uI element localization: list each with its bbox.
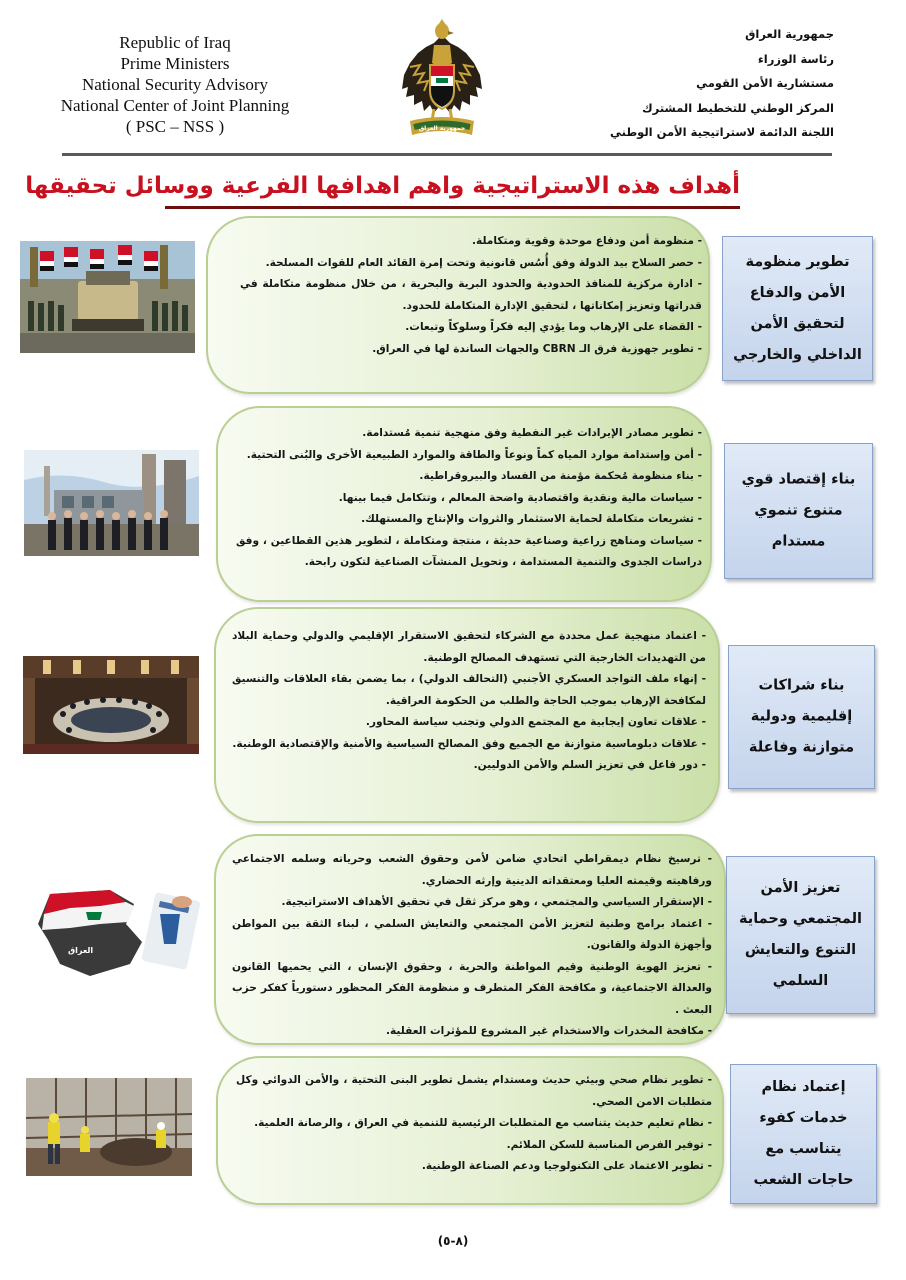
header-ar-country: جمهورية العراق [745, 27, 834, 41]
objective-item: - الإستقرار السياسي والمجتمعي ، وهو مركز ثقل في تحقيق الأهداف الاستراتيجية. [281, 896, 712, 908]
objective-item: - ترسيخ نظام ديمقراطي اتحادي ضامن لأمن وحقوق الشعب وحرياته وسلمه الاجتماعي ورفاهيته وقيمته العليا ومعتقداته الدينية وإرثه الحضاري. [232, 853, 712, 887]
header-line-advisory: National Security Advisory [81, 75, 269, 94]
page-number: (٨-٥) [437, 1234, 469, 1248]
title-underline [165, 206, 740, 209]
objective-item: - تعزيز الهوية الوطنية وقيم المواطنة والحرية ، وحقوق الإنسان ، التي يحميها القانون والعدالة الاجتماعية، و مكافحة الفكر المتطرف و منظومة الفكر المحظور دستورياً كفكر حزب البعث . [232, 960, 712, 1016]
objective-item: - اعتماد برامج وطنية لتعزيز الأمن المجتمعي والتعايش السلمي ، لبناء الثقة بين المواطن وأجهزة الدولة والقانون. [232, 917, 712, 951]
goal-title: تطوير منظومة الأمن والدفاع لتحقيق الأمن الداخلي والخارجي [733, 253, 862, 363]
objective-item: - اعتماد منهجية عمل محددة مع الشركاء لتحقيق الاستقرار الإقليمي والدولي وحماية البلاد من التهديدات الخارجية التي تستهدف المصالح الوطنية. [232, 630, 706, 664]
goal-title: بناء إقتصاد قوي متنوع تنموي مستدام [741, 471, 856, 550]
header-line-center: National Center of Joint Planning [60, 96, 290, 115]
goal-box [724, 443, 873, 579]
arabic-header [564, 22, 834, 145]
objectives-list [236, 423, 702, 574]
objective-item: - سياسات ومناهج زراعية وصناعية حديثة ، منتجة ومتكاملة ، لتطوير هذين القطاعين ، وفق دراسات الجدوى والتنمية المستدامة ، وتحويل المنشآت الصناعية لتكون رابحة. [236, 534, 702, 568]
objectives-list [240, 231, 702, 360]
goal-box [730, 1064, 877, 1204]
objective-item: - سياسات مالية ونقدية واقتصادية واضحة المعالم ، وتتكامل فيما بينها. [338, 491, 702, 504]
objectives-list [232, 626, 706, 777]
construction-site-photo [26, 1078, 192, 1176]
goal-title: إعتماد نظام خدمات كفوء يتناسب مع حاجات الشعب [753, 1079, 854, 1188]
goal-box [728, 645, 875, 789]
objectives-list [232, 849, 712, 1043]
iraq-emblem [396, 17, 488, 145]
header-line-acronym: ( PSC – NSS ) [125, 117, 225, 136]
objectives-list [236, 1070, 712, 1178]
goal-box [722, 236, 873, 381]
english-header [48, 32, 302, 137]
objective-item: - تطوير جهوزية فرق الـ CBRN والجهات الساندة لها في العراق. [372, 342, 702, 355]
header-line-country: Republic of Iraq [119, 33, 231, 52]
header-ar-center: المركز الوطني للتخطيط المشترك [642, 100, 834, 115]
objective-item: - بناء منظومة مُحكمة مؤمنة من الفساد والبيروقراطية. [419, 470, 702, 482]
header-ar-office: رئاسة الوزراء [757, 51, 834, 66]
map-label: العراق [68, 946, 94, 955]
military-parade-photo [20, 241, 195, 353]
objective-item: - علاقات دبلوماسية متوازنة مع الجميع وفق المصالح السياسية والأمنية والإقتصادية الوطنية. [232, 737, 706, 750]
page-title: أهداف هذه الاستراتيجية واهم اهدافها الفرعية ووسائل تحقيقها [25, 173, 740, 199]
objective-item: - إنهاء ملف التواجد العسكري الأجنبي (التحالف الدولي) ، بما يضمن بقاء العلاقات والتنسيق لمكافحة الإرهاب بموجب الحاجة والطلب من الحكومة العراقية. [232, 673, 706, 707]
objective-item: - دور فاعل في تعزيز السلم والأمن الدوليين. [473, 759, 706, 771]
objective-item: - تشريعات متكاملة لحماية الاستثمار والثروات والإنتاج والمستهلك. [361, 513, 702, 525]
industrial-plant-photo [24, 450, 199, 556]
objective-item: - ادارة مركزية للمنافذ الحدودية والحدود البرية والبحرية ، من خلال منظومة متكاملة في قدراتها وتعزيز إمكاناتها ، لتحقيق الإدارة المتكاملة للحدود. [240, 278, 702, 312]
objective-item: - حصر السلاح بيد الدولة وفق أُسُس قانونية وتحت إمرة القائد العام للقوات المسلحة. [265, 256, 702, 269]
objective-item: - مكافحة المخدرات والاستخدام غير المشروع للمؤثرات العقلية. [385, 1025, 712, 1037]
conference-hall-photo [23, 656, 199, 754]
header-line-office: Prime Ministers [120, 54, 230, 73]
goal-title: تعزيز الأمن المجتمعي وحماية التنوع والتعايش السلمي [739, 880, 862, 989]
objective-item: - منظومة أمن ودفاع موحدة وقوية ومتكاملة. [472, 235, 702, 247]
iraq-map-flag-photo [30, 884, 200, 982]
objective-item: - نظام تعليم حديث يتناسب مع المتطلبات الرئيسية للتنمية في العراق ، والرصانة العلمية. [254, 1117, 712, 1129]
objective-item: - تطوير الاعتماد على التكنولوجيا ودعم الصناعة الوطنية. [421, 1160, 712, 1172]
header-divider [62, 153, 832, 156]
emblem-caption: جمهورية العراق [418, 125, 466, 132]
objective-item: - تطوير مصادر الإيرادات غير النفطية وفق منهجية تنمية مُستدامة. [362, 427, 702, 439]
header-ar-committee: اللجنة الدائمة لاستراتيجية الأمن الوطني [609, 125, 834, 139]
objective-item: - أمن وإستدامة موارد المياه كماً ونوعاً والطاقة والموارد الطبيعية الأخرى والبُنى التحتية. [246, 448, 702, 461]
objective-item: - القضاء على الإرهاب وما يؤدي إليه فكراً وسلوكاً وتبعات. [405, 321, 702, 333]
objective-item: - تطوير نظام صحي وبيئي حديث ومستدام يشمل تطوير البنى التحتية ، والأمن الدوائي وكل متطلبات الامن الصحي. [236, 1074, 712, 1108]
goal-title: بناء شراكات إقليمية ودولية متوازنة وفاعلة [748, 677, 855, 756]
goal-box [726, 856, 875, 1014]
objective-item: - علاقات تعاون إيجابية مع المجتمع الدولي وتجنب سياسة المحاور. [365, 716, 706, 728]
objective-item: - توفير الفرص المناسبة للسكن الملائم. [506, 1138, 712, 1151]
header-ar-advisory: مستشارية الأمن القومي [696, 76, 834, 90]
